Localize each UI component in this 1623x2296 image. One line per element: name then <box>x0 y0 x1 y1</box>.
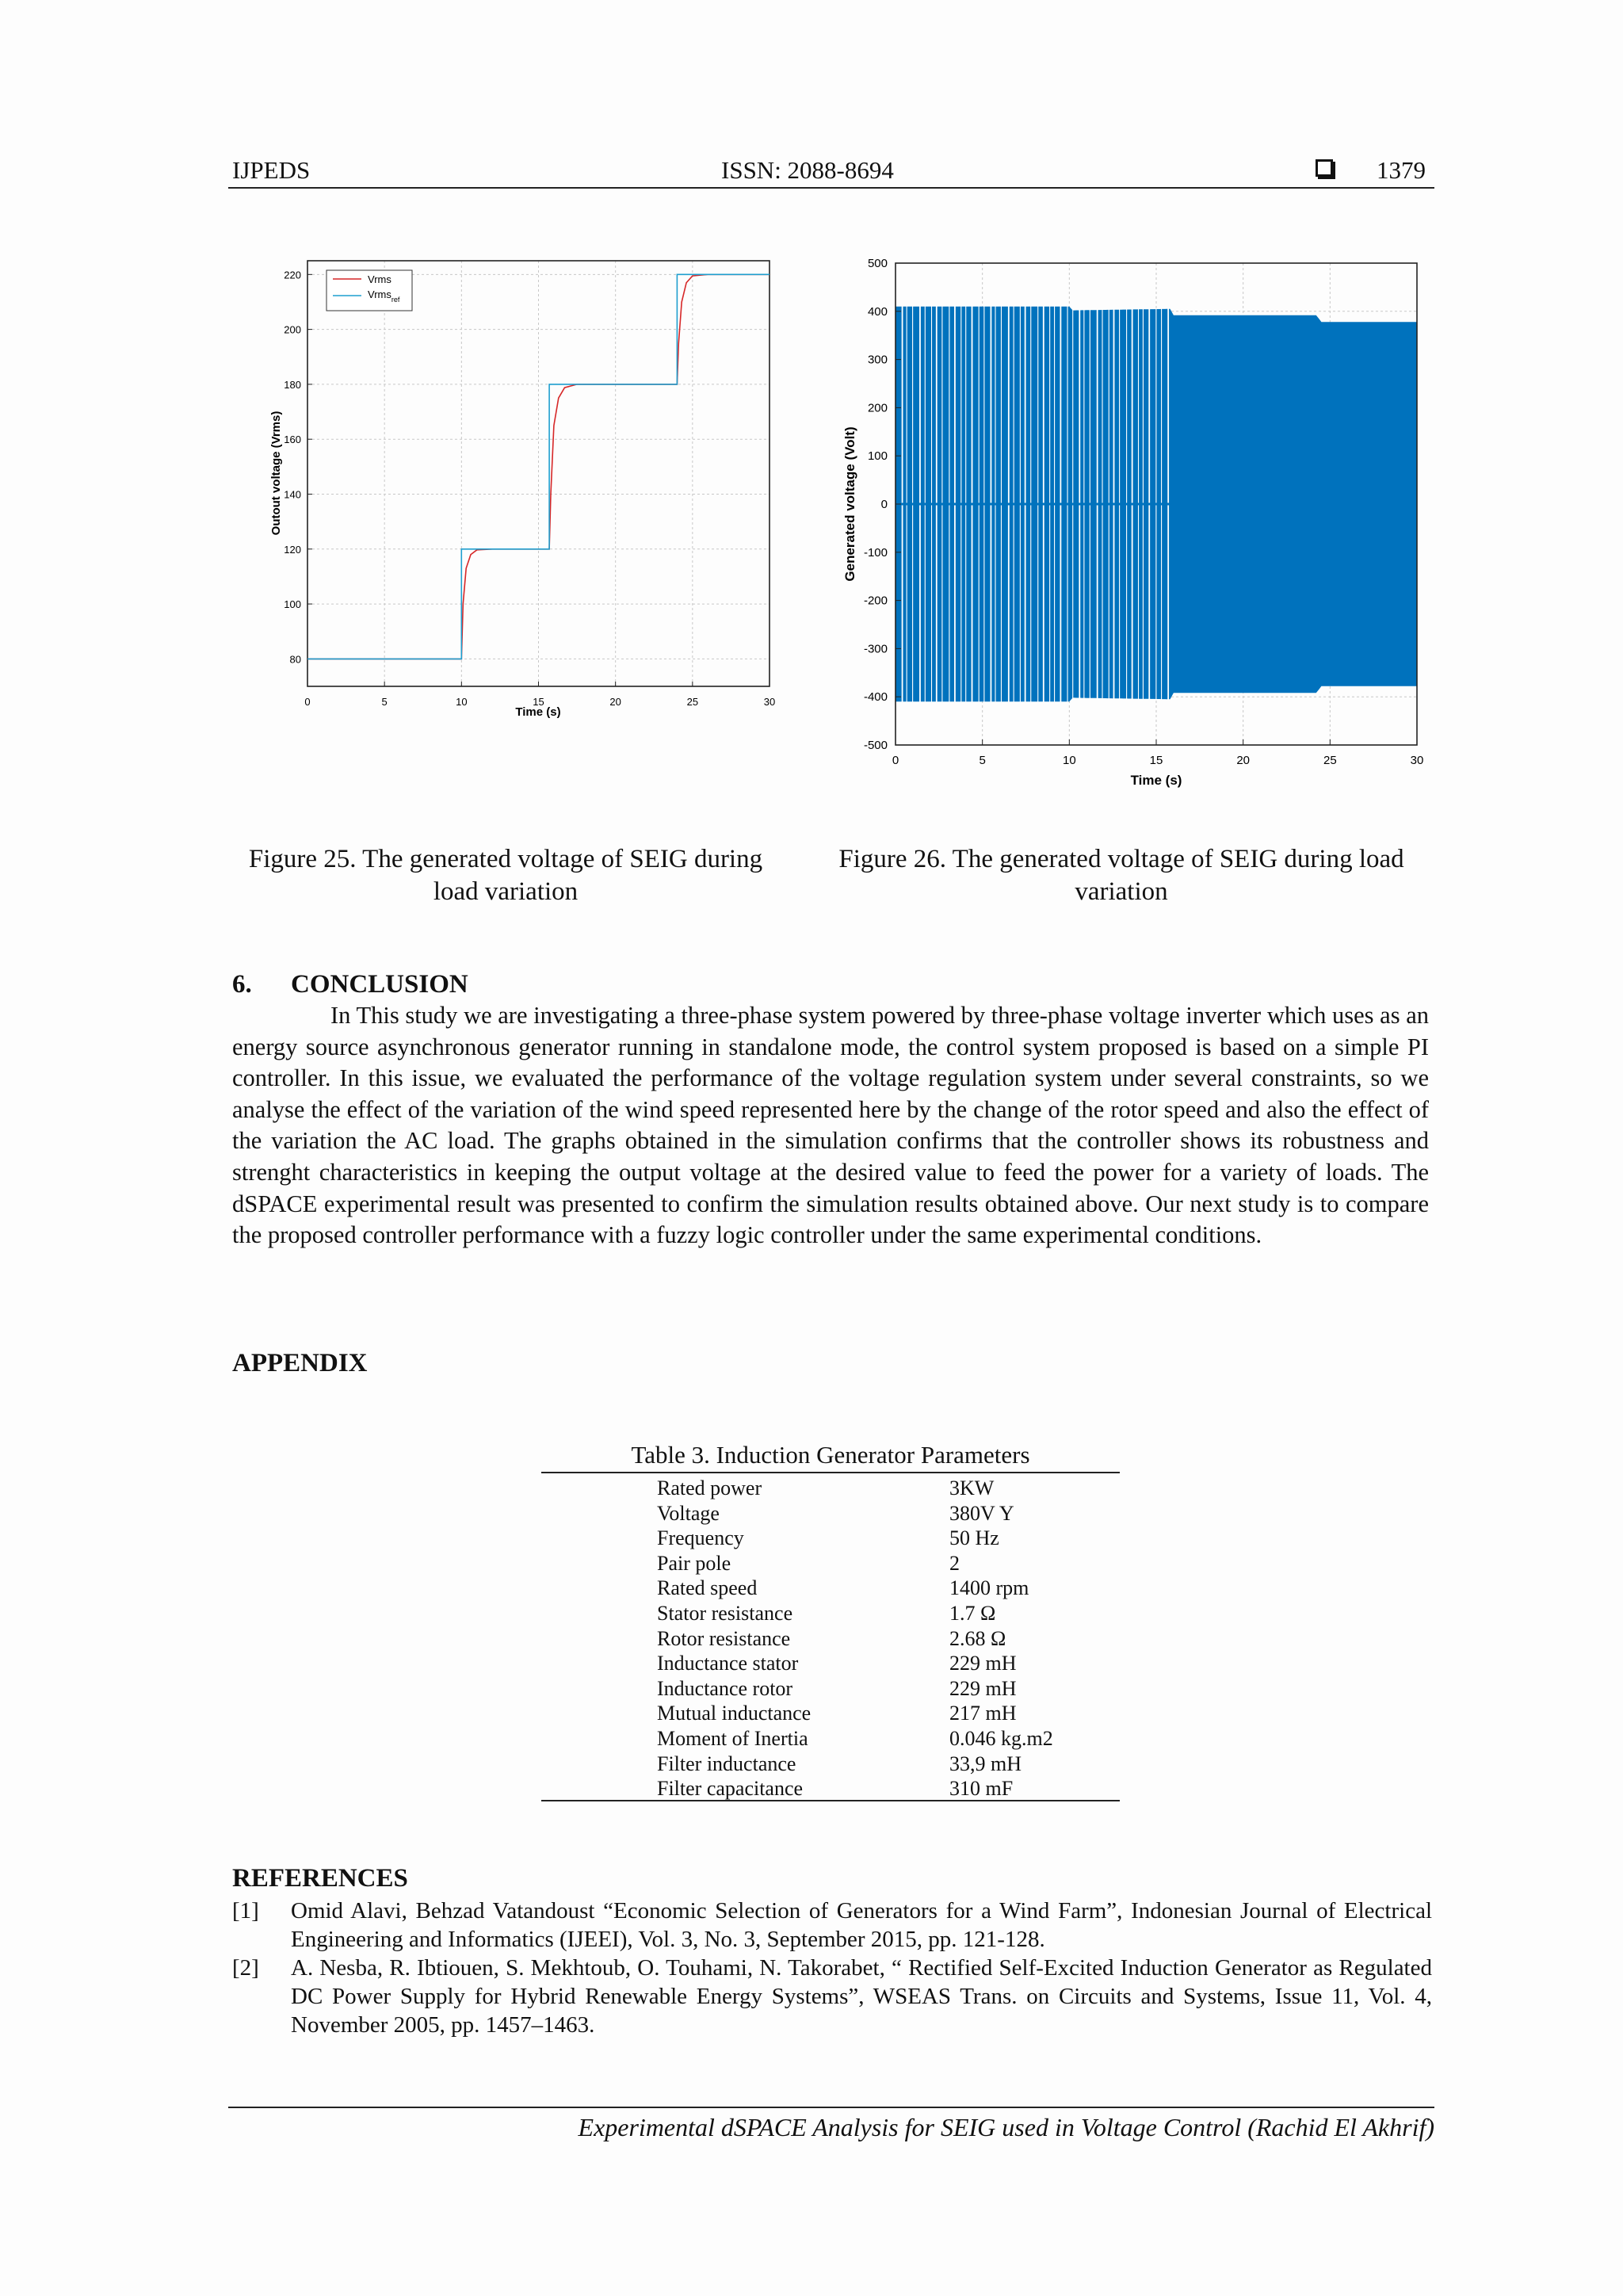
journal-name: IJPEDS <box>232 156 311 184</box>
y-tick-label: 100 <box>284 598 301 611</box>
table-cell-value: 229 mH <box>949 1652 1017 1675</box>
square-bullet-icon <box>1316 159 1333 177</box>
x-tick-label: 5 <box>381 696 388 708</box>
conclusion-heading-number: 6. <box>232 970 252 999</box>
table-cell-value: 310 mF <box>949 1777 1014 1801</box>
y-tick-label: 160 <box>284 434 301 446</box>
table-cell-value: 1.7 Ω <box>949 1602 996 1625</box>
y-tick-label: -200 <box>863 594 888 608</box>
y-tick-label: 140 <box>284 488 301 501</box>
table-cell-value: 0.046 kg.m2 <box>949 1727 1053 1750</box>
x-tick-label: 15 <box>533 696 544 708</box>
x-tick-label: 0 <box>304 696 311 708</box>
y-tick-label: 80 <box>289 653 301 666</box>
y-tick-label: 400 <box>867 304 888 319</box>
reference-1-number: [1] <box>232 1898 259 1924</box>
x-tick-label: 0 <box>892 754 899 767</box>
x-tick-label: 20 <box>1236 754 1251 767</box>
table-cell-parameter: Voltage <box>657 1501 720 1525</box>
parameter-table <box>541 1473 1120 1801</box>
x-tick-label: 30 <box>1410 754 1424 767</box>
conclusion-heading: CONCLUSION <box>291 970 468 999</box>
y-tick-label: 220 <box>284 269 301 281</box>
table-cell-parameter: Inductance rotor <box>657 1676 793 1700</box>
table-cell-parameter: Filter inductance <box>657 1752 796 1775</box>
x-axis-label: Time (s) <box>515 705 561 719</box>
table-cell-value: 3KW <box>949 1477 995 1499</box>
page-number: 1379 <box>1377 156 1426 184</box>
table-bottom-rule <box>541 1800 1120 1801</box>
y-tick-label: 180 <box>284 378 301 391</box>
reference-2-number: [2] <box>232 1955 259 1981</box>
references-heading: REFERENCES <box>232 1864 408 1893</box>
x-tick-label: 20 <box>609 696 621 708</box>
x-tick-label: 25 <box>686 696 699 708</box>
figure-26-chart <box>832 252 1434 799</box>
table-cell-value: 2.68 Ω <box>949 1626 1006 1650</box>
table-cell-parameter: Rated power <box>657 1477 762 1499</box>
table-cell-value: 50 Hz <box>949 1526 999 1550</box>
table-cell-value: 1400 rpm <box>949 1576 1029 1600</box>
appendix-heading: APPENDIX <box>232 1349 368 1377</box>
table-cell-parameter: Frequency <box>657 1526 744 1550</box>
legend-vrmsref-label: Vrms$_{ref}$ <box>368 288 400 304</box>
x-tick-label: 10 <box>1062 754 1076 767</box>
y-tick-label: -500 <box>863 739 888 752</box>
table-cell-value: 229 mH <box>949 1676 1017 1700</box>
table-title: Table 3. Induction Generator Parameters <box>631 1441 1030 1469</box>
legend-vrms-label: Vrms <box>368 273 391 285</box>
figure-25-chart <box>262 252 785 728</box>
x-tick-label: 5 <box>979 754 986 767</box>
y-tick-label: 0 <box>880 498 888 511</box>
y-tick-label: 200 <box>284 323 301 336</box>
table-cell-parameter: Stator resistance <box>657 1602 793 1625</box>
y-tick-label: -400 <box>863 690 888 705</box>
issn: ISSN: 2088-8694 <box>721 156 894 184</box>
figure-26-caption: Figure 26. The generated voltage of SEIG during load variation <box>838 845 1404 906</box>
y-tick-label: 100 <box>867 449 888 464</box>
table-cell-parameter: Rotor resistance <box>657 1626 791 1650</box>
table-cell-parameter: Mutual inductance <box>657 1702 812 1725</box>
table-cell-parameter: Moment of Inertia <box>657 1727 808 1750</box>
y-axis-label: Outout voltage (Vrms) <box>269 411 283 536</box>
footer-running-title: Experimental dSPACE Analysis for SEIG used in Voltage Control (Rachid El Akhrif) <box>578 2113 1434 2141</box>
y-tick-label: 120 <box>284 543 301 556</box>
y-tick-label: -300 <box>863 642 888 656</box>
y-tick-label: 300 <box>867 353 888 367</box>
conclusion-body: In This study we are investigating a three-phase system powered by three-phase voltage inverter which uses as an energy source asynchronous generator running in standalone mode, the control system proposed is based on a simple PI controller. In this issue, we evaluated the performance of the voltage regulation system under several constraints, so we analyse the effect of the variation of the wind speed represented here by the change of the rotor speed and also the effect of the variation the AC load. The graphs obtained in the simulation confirms that the controller shows its robustness and strenght characteristics in keeping the output voltage at the desired value to feed the power for a variety of loads. The dSPACE experimental result was presented to confirm the simulation results obtained above. Our next study is to compare the proposed controller performance with a fuzzy logic controller under the same experimental conditions. <box>232 1002 1429 1249</box>
figure-25-caption: Figure 25. The generated voltage of SEIG during load variation <box>248 845 763 906</box>
table-cell-parameter: Rated speed <box>657 1576 758 1600</box>
y-axis-label: Generated voltage (Volt) <box>842 426 857 582</box>
table-cell-value: 217 mH <box>949 1702 1017 1725</box>
table-cell-value: 33,9 mH <box>949 1752 1022 1775</box>
footer-rule <box>228 2107 1434 2108</box>
y-tick-label: -100 <box>863 545 888 560</box>
y-tick-label: 500 <box>867 257 888 270</box>
table-cell-value: 380V Y <box>949 1501 1014 1525</box>
legend <box>327 270 412 311</box>
x-axis-label: Time (s) <box>1130 773 1182 788</box>
reference-1-text: Omid Alavi, Behzad Vatandoust “Economic Selection of Generators for a Wind Farm”, Indonesian Journal of Electrical Engineering and Informatics (IJEEI), Vol. 3, No. 3, September 2015, pp. 121-128. <box>291 1898 1432 1952</box>
x-tick-label: 25 <box>1323 754 1337 767</box>
header-rule <box>228 187 1434 189</box>
table-cell-parameter: Pair pole <box>657 1551 731 1575</box>
reference-2-text: A. Nesba, R. Ibtiouen, S. Mekhtoub, O. Touhami, N. Takorabet, “ Rectified Self-Excited Induction Generator as Regulated DC Power Supply for Hybrid Renewable Energy Systems”, WSEAS Trans. on Circuits and Systems, Issue 11, Vol. 4, November 2005, pp. 1457–1463. <box>291 1955 1432 2038</box>
table-cell-parameter: Inductance stator <box>657 1652 799 1675</box>
table-cell-parameter: Filter capacitance <box>657 1777 804 1801</box>
x-tick-label: 15 <box>1149 754 1163 767</box>
x-tick-label: 30 <box>763 696 776 708</box>
table-cell-value: 2 <box>949 1551 960 1575</box>
x-tick-label: 10 <box>456 696 468 708</box>
y-tick-label: 200 <box>867 401 888 415</box>
